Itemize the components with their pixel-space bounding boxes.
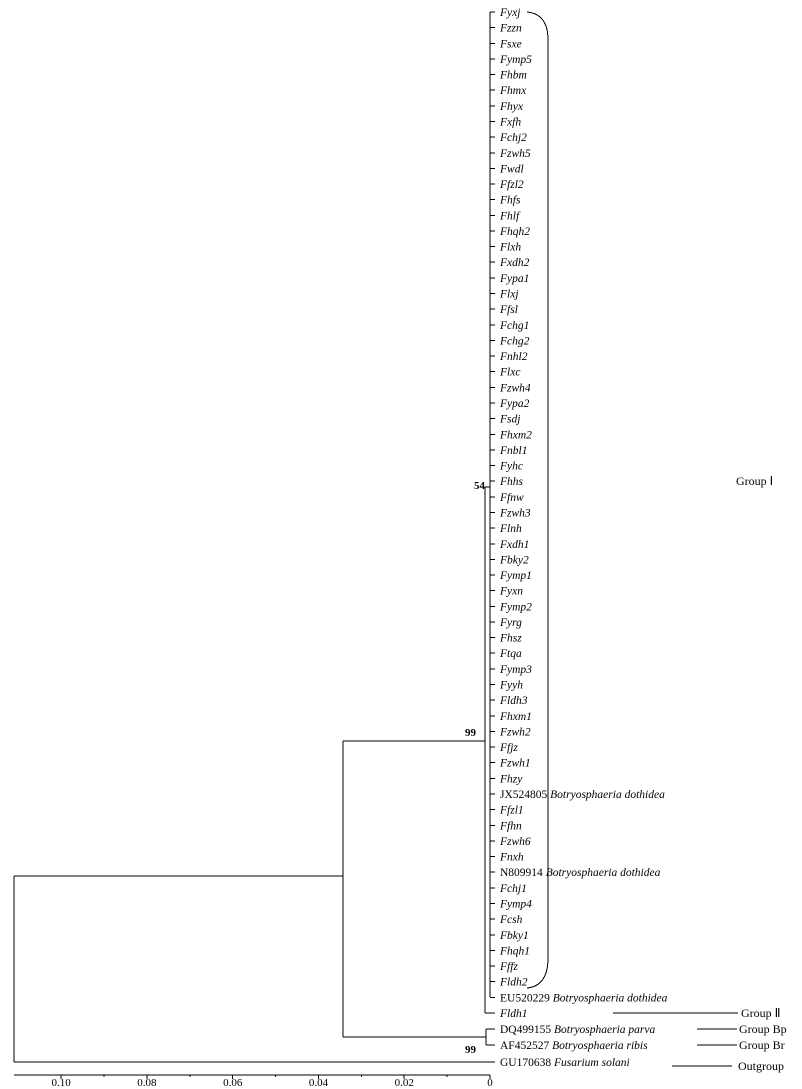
leaf-isolate: Fbky1 [500, 929, 529, 942]
leaf-label [499, 476, 524, 488]
leaf-label [499, 367, 520, 379]
leaf-isolate: Fhmx [500, 85, 527, 98]
leaf-isolate: Fbky2 [500, 554, 529, 567]
leaf-isolate: Fnbl1 [500, 444, 528, 457]
leaf-species: Botryosphaeria dothidea [550, 789, 665, 801]
leaf-isolate: Fldh3 [500, 695, 528, 708]
leaf-accession: EU520229 [500, 992, 553, 1005]
leaf-isolate: Fsxe [500, 38, 522, 51]
leaf-label [499, 54, 532, 66]
leaf-label [499, 1008, 527, 1020]
leaf-label [499, 570, 532, 582]
leaf-label [499, 961, 518, 973]
leaf-label [499, 132, 527, 144]
leaf-isolate: Ffjz [500, 742, 518, 755]
leaf-label [499, 320, 529, 332]
leaf-label [499, 257, 530, 269]
leaf-isolate: Fymp2 [500, 601, 532, 614]
leaf-isolate: Fymp4 [500, 898, 532, 911]
leaf-label [499, 680, 523, 692]
leaf-isolate: Fhqh2 [500, 225, 531, 238]
leaf-label [499, 38, 522, 50]
group-bp-label: Group Bp [739, 1022, 787, 1036]
leaf-label [500, 1057, 630, 1069]
leaf-isolate: Ffhn [500, 820, 522, 833]
leaf-isolate: Fzwh4 [500, 382, 531, 395]
leaf-label [499, 23, 522, 35]
leaf-isolate: Fxdh2 [500, 257, 530, 270]
leaf-isolate: Fhlf [500, 210, 520, 223]
distance-scale-axis [14, 1075, 493, 1089]
leaf-label [499, 289, 519, 301]
leaf-isolate: Ffzl1 [500, 804, 524, 817]
leaf-isolate: Fnxh [500, 851, 524, 864]
bootstrap-99-main: 99 [465, 727, 476, 739]
leaf-isolate: Fxfh [500, 116, 522, 129]
leaf-isolate: Flxj [500, 288, 519, 301]
leaf-label [499, 805, 524, 817]
leaf-label [499, 148, 531, 160]
leaf-label [500, 867, 661, 879]
leaf-species: Fusarium solani [554, 1057, 630, 1069]
scale-tick-label: 0 [487, 1077, 493, 1089]
leaf-isolate: Fhbm [500, 69, 527, 82]
leaf-label [499, 726, 531, 738]
outgroup-label: Outgroup [738, 1059, 784, 1073]
leaf-label [500, 992, 668, 1004]
leaf-isolate: Fypa2 [500, 398, 530, 410]
leaf-isolate: Fhhs [500, 476, 523, 489]
leaf-label [499, 507, 531, 519]
leaf-isolate: Fchj2 [500, 132, 527, 145]
leaf-label [499, 773, 523, 785]
leaf-isolate: Fhxm1 [500, 710, 532, 723]
leaf-label [499, 85, 527, 97]
leaf-isolate: Fcsh [500, 914, 523, 927]
leaf-label [499, 820, 522, 832]
leaf-labels [490, 7, 668, 1069]
leaf-label [499, 242, 521, 254]
leaf-label [499, 273, 529, 285]
leaf-label [499, 617, 522, 629]
bootstrap-labels [465, 480, 486, 1056]
leaf-accession: JX524805 [500, 789, 551, 801]
scale-tick-label: 0.02 [394, 1077, 414, 1089]
leaf-accession: GU170638 [500, 1057, 554, 1069]
leaf-label [499, 70, 527, 82]
leaf-isolate: Fxdh1 [500, 538, 530, 551]
leaf-isolate: Fyyh [500, 679, 523, 692]
leaf-isolate: Fhyx [500, 100, 523, 113]
leaf-label [499, 398, 530, 410]
leaf-label [499, 633, 522, 645]
leaf-isolate: Fymp1 [500, 570, 532, 583]
leaf-species: Botryosphaeria parva [554, 1024, 656, 1036]
bootstrap-99-parva-ribis: 99 [465, 1044, 476, 1056]
leaf-species: Botryosphaeria ribis [552, 1040, 648, 1052]
leaf-label [499, 930, 529, 942]
leaf-label [499, 414, 520, 426]
leaf-isolate: Fldh2 [500, 976, 528, 989]
leaf-label [499, 116, 521, 128]
group-1-label: Group Ⅰ [736, 474, 774, 488]
leaf-label [499, 758, 531, 770]
leaf-label [499, 101, 524, 113]
leaf-label [499, 648, 522, 660]
leaf-label [499, 945, 530, 957]
leaf-label [500, 1024, 656, 1036]
leaf-label [499, 163, 524, 175]
leaf-isolate: Fyxj [500, 7, 521, 19]
leaf-isolate: Fypa1 [500, 272, 530, 285]
scale-tick-label: 0.04 [308, 1077, 329, 1089]
leaf-label [499, 883, 527, 895]
leaf-label [499, 711, 532, 723]
leaf-label [499, 7, 520, 19]
leaf-isolate: Fzwh5 [500, 147, 531, 160]
leaf-isolate: Fhxm2 [500, 429, 532, 442]
leaf-isolate: Fffz [500, 961, 518, 974]
leaf-label [500, 1040, 648, 1052]
leaf-label [499, 554, 529, 566]
leaf-label [500, 789, 665, 801]
leaf-isolate: Flxc [500, 366, 521, 379]
leaf-label [499, 695, 528, 707]
leaf-isolate: Fzzn [500, 22, 522, 35]
leaf-isolate: Fyxn [500, 585, 523, 598]
scale-tick-label: 0.06 [223, 1077, 243, 1089]
leaf-isolate: Fhzy [500, 773, 523, 786]
leaf-label [499, 382, 531, 394]
leaf-label [499, 664, 532, 676]
leaf-isolate: Ftqa [500, 648, 522, 661]
leaf-label [499, 523, 522, 535]
leaf-isolate: Fzwh6 [500, 835, 531, 848]
leaf-isolate: Flxh [500, 241, 522, 254]
leaf-isolate: Fhsz [500, 632, 522, 645]
leaf-label [499, 977, 528, 989]
leaf-isolate: Fzwh3 [500, 507, 531, 520]
leaf-label [499, 461, 523, 473]
leaf-species: Botryosphaeria dothidea [552, 992, 668, 1005]
leaf-label [499, 351, 528, 363]
leaf-isolate: Fyrg [500, 616, 522, 629]
leaf-accession: DQ499155 [500, 1024, 554, 1036]
leaf-label [499, 601, 532, 613]
leaf-label [499, 335, 530, 347]
leaf-isolate: Ffnw [500, 491, 524, 504]
leaf-isolate: Fyhc [500, 460, 523, 473]
leaf-label [499, 492, 524, 504]
leaf-label [499, 898, 532, 910]
leaf-isolate: Fymp3 [500, 663, 532, 676]
leaf-isolate: Fzwh2 [500, 726, 531, 739]
bootstrap-54: 54 [474, 480, 485, 492]
leaf-isolate: Fsdj [500, 413, 521, 426]
leaf-accession: AF452527 [500, 1040, 553, 1052]
leaf-isolate: Fchg2 [500, 335, 530, 348]
leaf-isolate: Fchj1 [500, 882, 527, 895]
leaf-label [499, 742, 518, 754]
leaf-label [499, 914, 523, 926]
leaf-isolate: Ffsl [500, 304, 518, 317]
scale-tick-label: 0.08 [137, 1077, 157, 1089]
leaf-isolate: Fldh1 [500, 1008, 528, 1020]
leaf-label [499, 429, 532, 441]
leaf-isolate: Flnh [500, 523, 522, 536]
leaf-isolate: Fhfs [500, 194, 521, 207]
leaf-isolate: Fwdl [500, 163, 524, 176]
group-br-label: Group Br [739, 1038, 785, 1052]
leaf-isolate: Fhqh1 [500, 945, 531, 958]
leaf-label [499, 210, 521, 222]
leaf-label [499, 179, 524, 191]
leaf-label [499, 836, 531, 848]
leaf-label [499, 195, 521, 207]
scale-tick-label: 0.10 [51, 1077, 71, 1089]
leaf-label [499, 226, 530, 238]
leaf-isolate: Fchg1 [500, 319, 530, 332]
leaf-isolate: Ffzl2 [500, 179, 524, 192]
leaf-isolate: Fnhl2 [500, 351, 528, 364]
group-2-label: Group Ⅱ [741, 1006, 781, 1020]
leaf-label [499, 586, 523, 598]
leaf-accession: N809914 [500, 867, 546, 880]
leaf-label [499, 852, 524, 864]
leaf-label [499, 304, 518, 316]
leaf-species: Botryosphaeria dothidea [545, 867, 661, 880]
leaf-label [499, 445, 527, 457]
tree-branches [14, 12, 495, 1062]
leaf-isolate: Fzwh1 [500, 757, 531, 770]
leaf-isolate: Fymp5 [500, 53, 532, 66]
leaf-label [499, 539, 529, 551]
